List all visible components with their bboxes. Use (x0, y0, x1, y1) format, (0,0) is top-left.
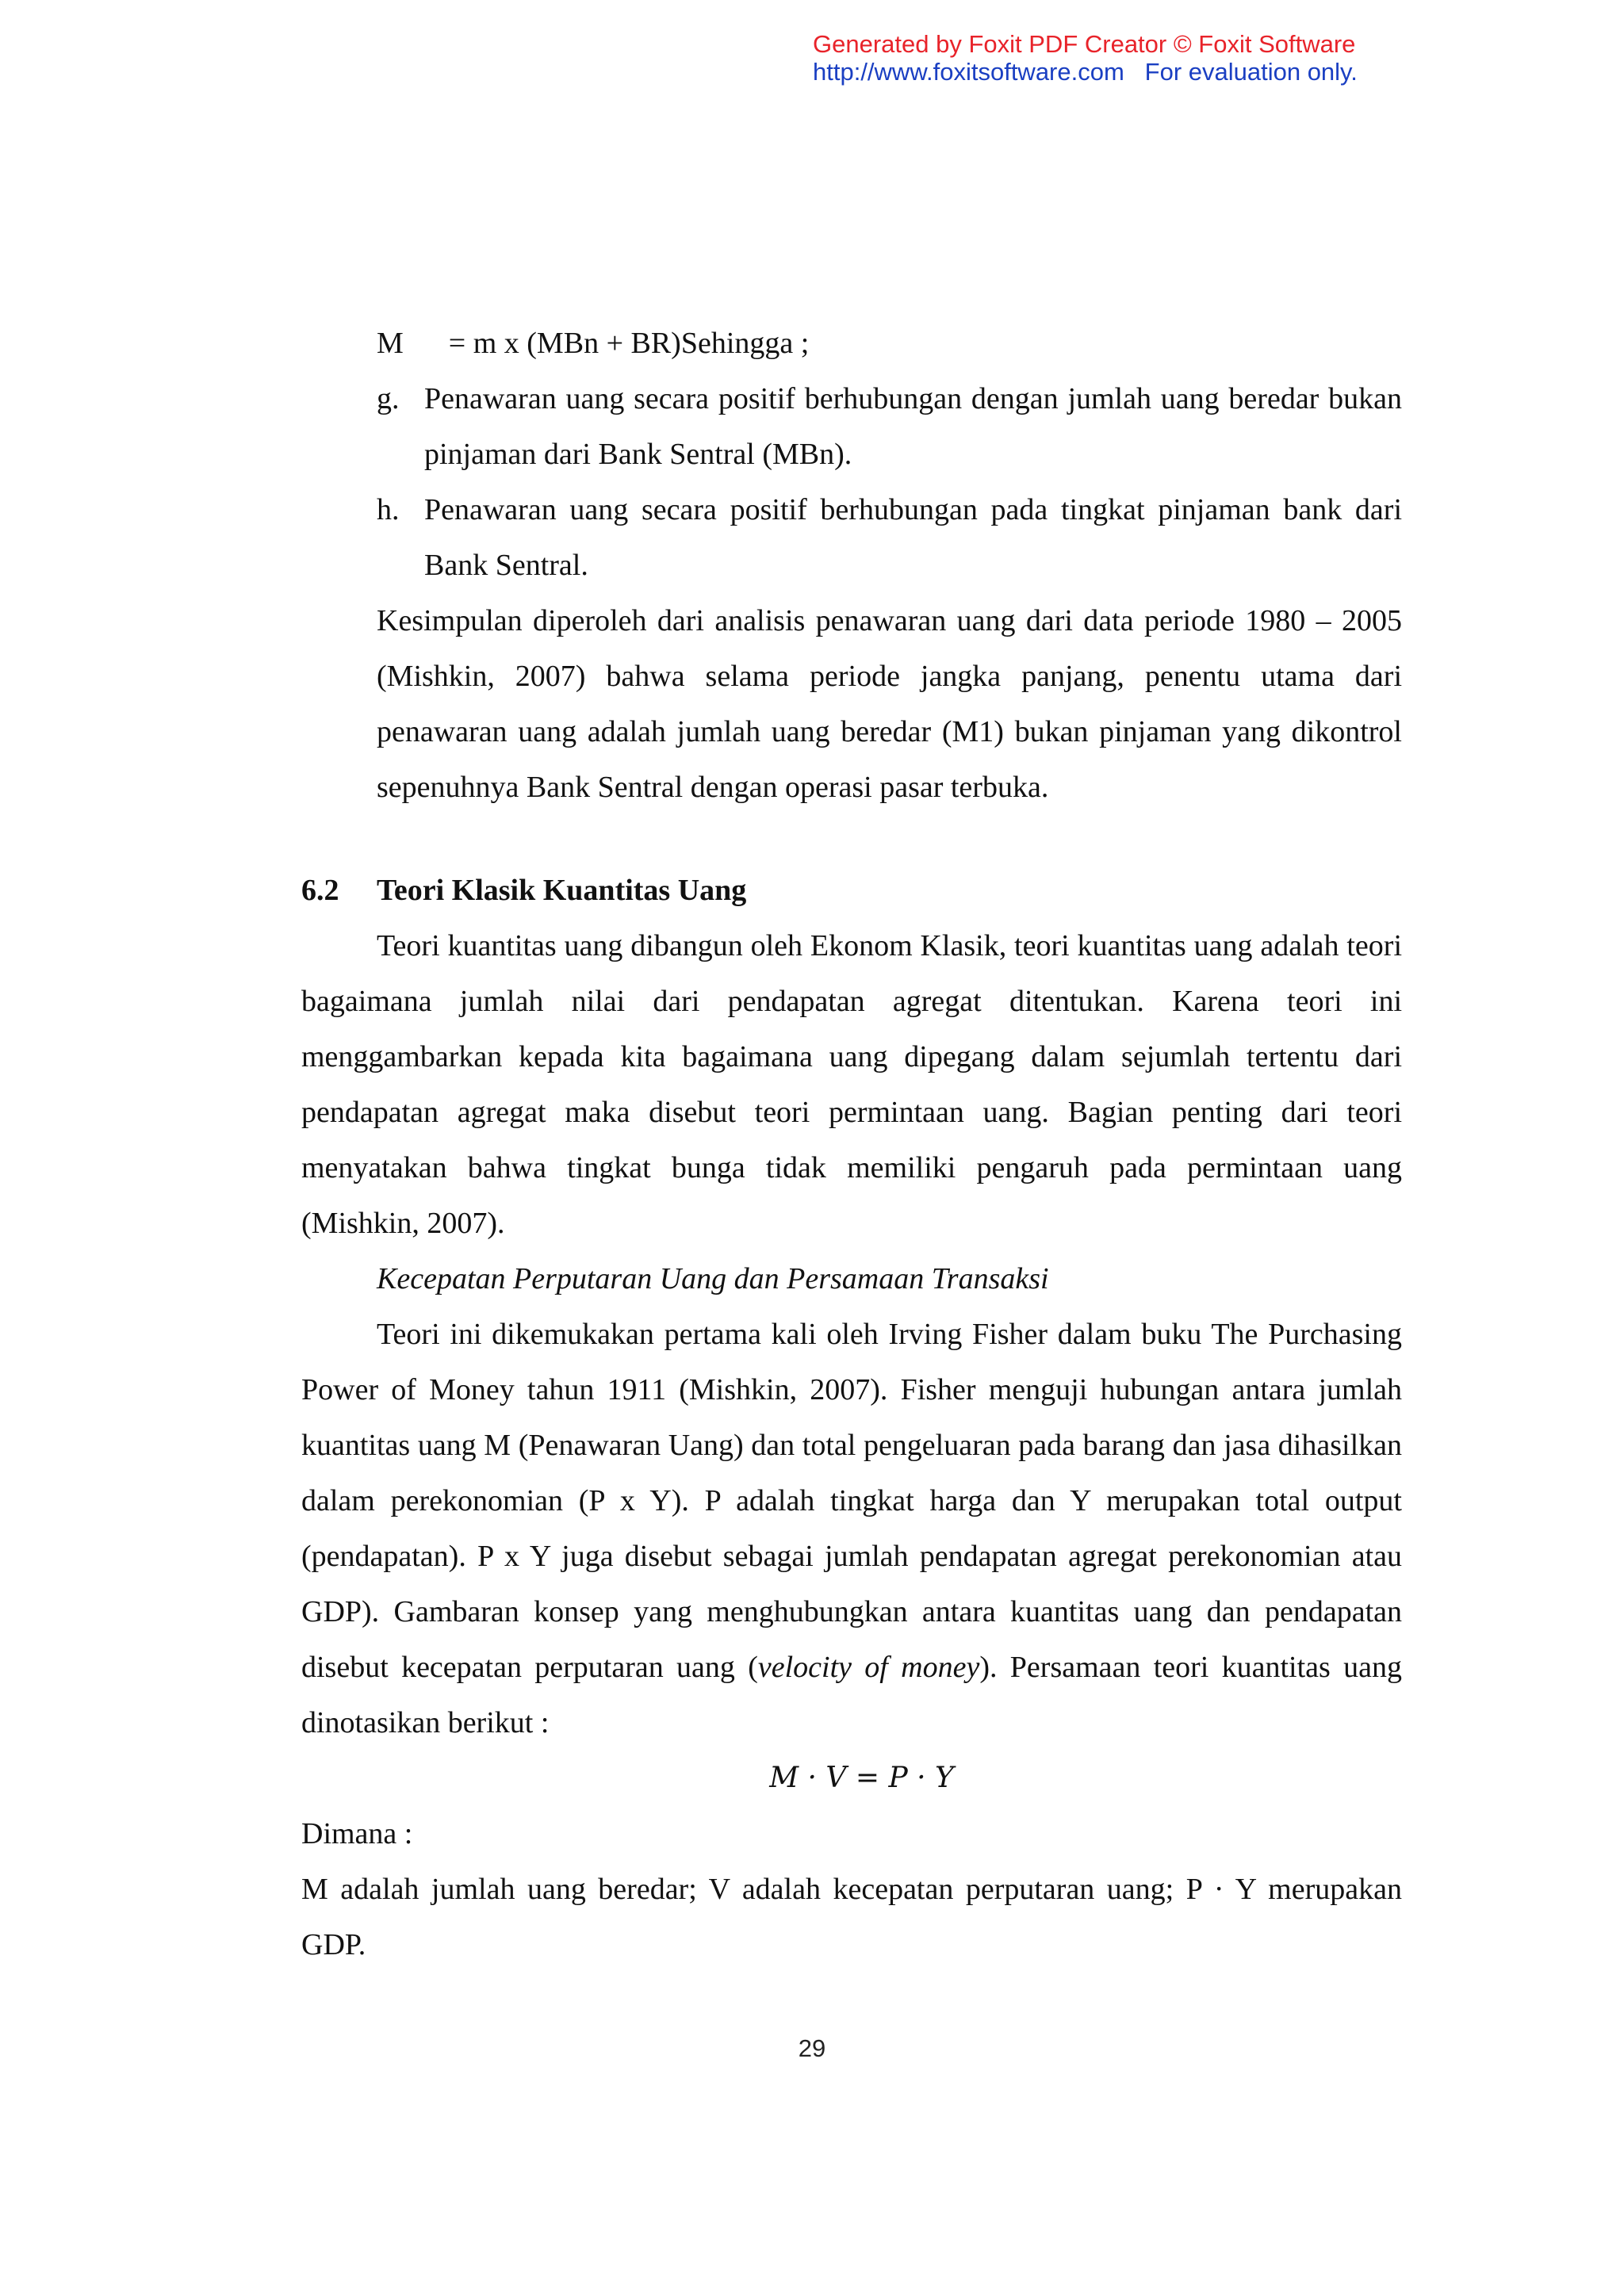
foxit-watermark (813, 30, 1431, 86)
dimana-label: Dimana : (301, 1817, 413, 1850)
page-content (301, 316, 1402, 815)
subheading: Kecepatan Perputaran Uang dan Persamaan Transaksi (377, 1262, 1049, 1295)
watermark-line-1: Generated by Foxit PDF Creator © Foxit Software (813, 30, 1356, 58)
page-number: 29 (798, 2034, 826, 2062)
fisher-paragraph (301, 1307, 1402, 1751)
list-item-text: Penawaran uang secara positif berhubungan dengan jumlah uang beredar bukan pinjaman dari Bank Sentral (MBn). (424, 382, 1402, 471)
section-heading (301, 863, 1402, 918)
section-title: Teori Klasik Kuantitas Uang (377, 874, 747, 907)
watermark-line-2: http://www.foxitsoftware.com For evaluation only. (813, 58, 1358, 86)
list-item-text: Penawaran uang secara positif berhubungan pada tingkat pinjaman bank dari Bank Sentral. (424, 493, 1402, 582)
quantity-theory-paragraph: Teori kuantitas uang dibangun oleh Ekonom Klasik, teori kuantitas uang adalah teori bagaimana jumlah nilai dari pendapatan agregat ditentukan. Karena teori ini menggambarkan kepada kita bagaimana uang dipegang dalam sejumlah tertentu dari pendapatan agregat maka disebut teori permintaan uang. Bagian penting dari teori menyatakan bahwa tingkat bunga tidak memiliki pengaruh pada permintaan uang (Mishkin, 2007). (301, 929, 1402, 1240)
conclusion-paragraph: Kesimpulan diperoleh dari analisis penawaran uang dari data periode 1980 – 2005 (Mishkin, 2007) bahwa selama periode jangka panjang, penentu utama dari penawaran uang adalah jumlah uang beredar (M1) bukan pinjaman yang dikontrol sepenuhnya Bank Sentral dengan operasi pasar terbuka. (377, 604, 1402, 804)
definition-paragraph: M adalah jumlah uang beredar; V adalah kecepatan perputaran uang; P · Y merupakan GDP. (301, 1873, 1402, 1961)
quantity-equation: M · V = P · Y (769, 1762, 954, 1794)
money-supply-formula: M = m x (MBn + BR)Sehingga ; (377, 327, 810, 360)
list-item-h (301, 482, 1402, 593)
list-marker: g. (377, 382, 400, 415)
fisher-paragraph-end: ). Persamaan teori kuantitas uang dinotasikan berikut : (301, 1651, 1402, 1739)
list-item-g (301, 371, 1402, 482)
list-marker: h. (377, 493, 400, 526)
fisher-paragraph-text: Teori ini dikemukakan pertama kali oleh Irving Fisher dalam buku The Purchasing Power of Money tahun 1911 (Mishkin, 2007). Fisher menguji hubungan antara jumlah kuantitas uang M (Penawaran Uang) dan total pengeluaran pada barang dan jasa dihasilkan dalam perekonomian (P x Y). P adalah tingkat harga dan Y merupakan total output (pendapatan). P x Y juga disebut sebagai jumlah pendapatan agregat perekonomian atau GDP). Gambaran konsep yang menghubungkan antara kuantitas uang dan pendapatan disebut kecepatan perputaran uang ( (301, 1318, 1402, 1684)
section-content (301, 863, 1402, 1973)
velocity-of-money-term: velocity of money (757, 1651, 980, 1684)
section-number: 6.2 (301, 874, 339, 907)
